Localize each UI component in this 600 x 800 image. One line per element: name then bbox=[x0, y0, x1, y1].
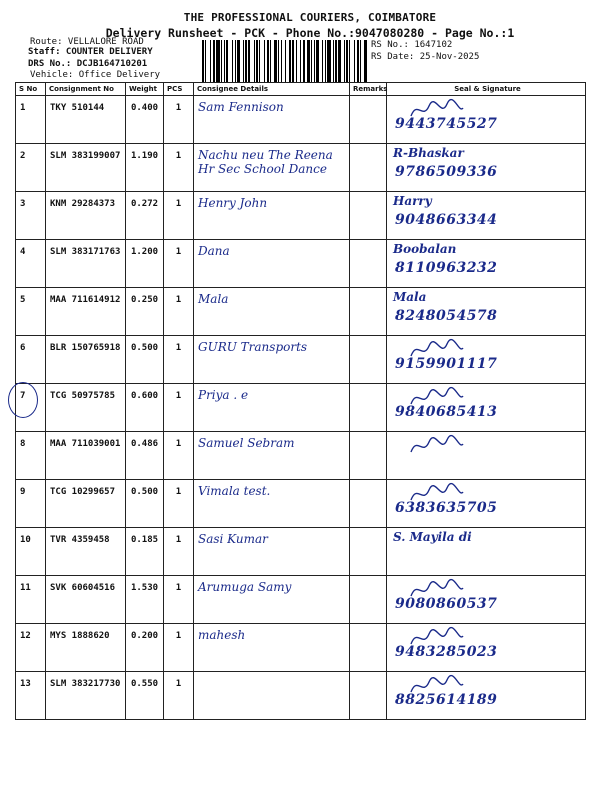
recipient-phone: 9159901117 bbox=[395, 356, 498, 372]
seal-signature-cell bbox=[387, 96, 586, 144]
barcode-bar bbox=[354, 40, 355, 82]
table-row bbox=[16, 672, 586, 720]
table-row bbox=[16, 96, 586, 144]
barcode-bar bbox=[270, 40, 271, 82]
row-sno: 7 bbox=[16, 384, 46, 432]
table-row bbox=[16, 576, 586, 624]
seal-signature-cell bbox=[387, 384, 586, 432]
consignment-number: TVR 4359458 bbox=[46, 528, 126, 576]
pcs-value: 1 bbox=[164, 144, 194, 192]
seal-signature-cell bbox=[387, 240, 586, 288]
seal-signature-cell bbox=[387, 576, 586, 624]
seal-signature-cell bbox=[387, 144, 586, 192]
barcode-bar bbox=[325, 40, 326, 82]
seal-signature-cell bbox=[387, 288, 586, 336]
barcode-bar bbox=[307, 40, 310, 82]
barcode-bar bbox=[213, 40, 215, 82]
consignee-details: Vimala test. bbox=[194, 480, 350, 528]
pcs-value: 1 bbox=[164, 240, 194, 288]
barcode-bar bbox=[289, 40, 291, 82]
barcode-bar bbox=[221, 40, 222, 82]
recipient-phone: 9048663344 bbox=[395, 212, 498, 228]
barcode-bar bbox=[364, 40, 367, 82]
consignee-details: Samuel Sebram bbox=[194, 432, 350, 480]
barcode-bar bbox=[333, 40, 334, 82]
weight-value: 1.200 bbox=[126, 240, 164, 288]
col-weight-header: Weight bbox=[126, 83, 164, 96]
weight-value: 0.400 bbox=[126, 96, 164, 144]
runsheet-table bbox=[15, 82, 586, 720]
consignee-details: Sam Fennison bbox=[194, 96, 350, 144]
rs-date: RS Date: 25-Nov-2025 bbox=[371, 52, 480, 62]
rs-number: RS No.: 1647102 bbox=[371, 40, 453, 50]
consignee-details: Priya . e bbox=[194, 384, 350, 432]
row-sno: 10 bbox=[16, 528, 46, 576]
barcode-bar bbox=[357, 40, 359, 82]
barcode-bar bbox=[349, 40, 350, 82]
consignee-details: Dana bbox=[194, 240, 350, 288]
table-row bbox=[16, 480, 586, 528]
consignee-details: mahesh bbox=[194, 624, 350, 672]
barcode-bar bbox=[248, 40, 250, 82]
signature-name: Boobalan bbox=[393, 242, 457, 256]
consignment-number: MAA 711039001 bbox=[46, 432, 126, 480]
consignment-number: BLR 150765918 bbox=[46, 336, 126, 384]
pcs-value: 1 bbox=[164, 480, 194, 528]
barcode-bar bbox=[281, 40, 282, 82]
consignee-details: Sasi Kumar bbox=[194, 528, 350, 576]
consignment-number: SLM 383217730 bbox=[46, 672, 126, 720]
remarks-cell bbox=[350, 384, 387, 432]
recipient-phone: 9443745527 bbox=[395, 116, 498, 132]
consignment-number: TCG 50975785 bbox=[46, 384, 126, 432]
signature-name: Harry bbox=[393, 194, 432, 208]
table-row bbox=[16, 528, 586, 576]
barcode-bar bbox=[226, 40, 228, 82]
row-sno: 11 bbox=[16, 576, 46, 624]
route-label: Route: VELLALORE ROAD bbox=[30, 37, 144, 47]
remarks-cell bbox=[350, 576, 387, 624]
remarks-cell bbox=[350, 336, 387, 384]
barcode-bar bbox=[202, 40, 204, 82]
barcode-bar bbox=[232, 40, 233, 82]
barcode-bar bbox=[296, 40, 297, 82]
pcs-value: 1 bbox=[164, 384, 194, 432]
recipient-phone: 9786509336 bbox=[395, 164, 498, 180]
weight-value: 0.200 bbox=[126, 624, 164, 672]
row-sno: 5 bbox=[16, 288, 46, 336]
col-consignment-header: Consignment No bbox=[46, 83, 126, 96]
barcode-bar bbox=[216, 40, 219, 82]
barcode-bar bbox=[274, 40, 277, 82]
barcode-bar bbox=[292, 40, 294, 82]
remarks-cell bbox=[350, 624, 387, 672]
row-sno: 1 bbox=[16, 96, 46, 144]
col-remarks-header: Remarks bbox=[350, 83, 387, 96]
table-row bbox=[16, 192, 586, 240]
barcode-bar bbox=[235, 40, 236, 82]
consignee-details: Nachu neu The Reena Hr Sec School Dance bbox=[194, 144, 350, 192]
table-row bbox=[16, 240, 586, 288]
consignment-number: SLM 383199007 bbox=[46, 144, 126, 192]
recipient-phone: 6383635705 bbox=[395, 500, 498, 516]
weight-value: 0.185 bbox=[126, 528, 164, 576]
row-sno: 6 bbox=[16, 336, 46, 384]
remarks-cell bbox=[350, 288, 387, 336]
consignee-details: Arumuga Samy bbox=[194, 576, 350, 624]
weight-value: 0.250 bbox=[126, 288, 164, 336]
table-row bbox=[16, 144, 586, 192]
weight-value: 0.550 bbox=[126, 672, 164, 720]
signature-scribble bbox=[407, 434, 467, 458]
weight-value: 1.530 bbox=[126, 576, 164, 624]
consignment-number: SVK 60604516 bbox=[46, 576, 126, 624]
barcode-bar bbox=[285, 40, 286, 82]
barcode-bar bbox=[245, 40, 247, 82]
remarks-cell bbox=[350, 672, 387, 720]
seal-signature-cell bbox=[387, 480, 586, 528]
consignment-number: MAA 711614912 bbox=[46, 288, 126, 336]
pcs-value: 1 bbox=[164, 624, 194, 672]
barcode-bar bbox=[335, 40, 337, 82]
weight-value: 0.500 bbox=[126, 480, 164, 528]
seal-signature-cell bbox=[387, 336, 586, 384]
table-row bbox=[16, 336, 586, 384]
barcode-bar bbox=[344, 40, 345, 82]
remarks-cell bbox=[350, 528, 387, 576]
weight-value: 0.600 bbox=[126, 384, 164, 432]
recipient-phone: 9080860537 bbox=[395, 596, 498, 612]
col-pcs-header: PCS bbox=[164, 83, 194, 96]
remarks-cell bbox=[350, 240, 387, 288]
barcode-bar bbox=[303, 40, 305, 82]
seal-signature-cell bbox=[387, 624, 586, 672]
seal-signature-cell bbox=[387, 528, 586, 576]
weight-value: 0.486 bbox=[126, 432, 164, 480]
barcode-bar bbox=[224, 40, 225, 82]
table-row bbox=[16, 288, 586, 336]
barcode-bar bbox=[264, 40, 265, 82]
consignee-details: Mala bbox=[194, 288, 350, 336]
handwritten-circle-mark bbox=[8, 382, 38, 418]
recipient-phone: 8825614189 bbox=[395, 692, 498, 708]
remarks-cell bbox=[350, 144, 387, 192]
row-sno: 12 bbox=[16, 624, 46, 672]
barcode bbox=[202, 40, 367, 82]
barcode-bar bbox=[210, 40, 211, 82]
barcode-bar bbox=[338, 40, 340, 82]
row-sno: 2 bbox=[16, 144, 46, 192]
seal-signature-cell bbox=[387, 432, 586, 480]
weight-value: 0.272 bbox=[126, 192, 164, 240]
barcode-bar bbox=[237, 40, 240, 82]
barcode-bar bbox=[254, 40, 255, 82]
barcode-bar bbox=[278, 40, 279, 82]
consignment-number: TKY 510144 bbox=[46, 96, 126, 144]
row-sno: 8 bbox=[16, 432, 46, 480]
pcs-value: 1 bbox=[164, 576, 194, 624]
document-title: THE PROFESSIONAL COURIERS, COIMBATORE bbox=[183, 11, 437, 24]
barcode-bar bbox=[267, 40, 269, 82]
col-seal-header: Seal & Signature bbox=[387, 83, 586, 96]
weight-value: 1.190 bbox=[126, 144, 164, 192]
row-sno: 13 bbox=[16, 672, 46, 720]
barcode-bar bbox=[259, 40, 260, 82]
row-sno: 9 bbox=[16, 480, 46, 528]
barcode-bar bbox=[360, 40, 361, 82]
remarks-cell bbox=[350, 432, 387, 480]
vehicle-label: Vehicle: Office Delivery bbox=[30, 70, 161, 80]
barcode-bar bbox=[327, 40, 330, 82]
barcode-bar bbox=[256, 40, 258, 82]
table-row bbox=[16, 624, 586, 672]
consignment-number: KNM 29284373 bbox=[46, 192, 126, 240]
runsheet-subtitle: Delivery Runsheet - PCK - Phone No.:9047080280 - Page No.:1 bbox=[105, 26, 515, 40]
pcs-value: 1 bbox=[164, 288, 194, 336]
barcode-bar bbox=[316, 40, 318, 82]
barcode-bar bbox=[205, 40, 206, 82]
table-header-row bbox=[16, 83, 586, 96]
remarks-cell bbox=[350, 192, 387, 240]
remarks-cell bbox=[350, 480, 387, 528]
table-row bbox=[16, 432, 586, 480]
row-sno: 3 bbox=[16, 192, 46, 240]
seal-signature-cell bbox=[387, 672, 586, 720]
pcs-value: 1 bbox=[164, 672, 194, 720]
consignee-details: GURU Transports bbox=[194, 336, 350, 384]
pcs-value: 1 bbox=[164, 336, 194, 384]
consignee-details: Henry John bbox=[194, 192, 350, 240]
signature-name: Mala bbox=[393, 290, 427, 304]
recipient-phone: 8248054578 bbox=[395, 308, 498, 324]
barcode-bar bbox=[311, 40, 312, 82]
staff-label: Staff: COUNTER DELIVERY bbox=[28, 47, 153, 57]
barcode-bar bbox=[300, 40, 301, 82]
barcode-bar bbox=[243, 40, 244, 82]
pcs-value: 1 bbox=[164, 192, 194, 240]
consignment-number: SLM 383171763 bbox=[46, 240, 126, 288]
consignee-details bbox=[194, 672, 350, 720]
consignment-number: MYS 1888620 bbox=[46, 624, 126, 672]
signature-name: R-Bhaskar bbox=[393, 146, 464, 160]
barcode-bar bbox=[322, 40, 323, 82]
barcode-bar bbox=[314, 40, 315, 82]
drs-number: DRS No.: DCJB164710201 bbox=[28, 59, 148, 69]
barcode-bar bbox=[346, 40, 348, 82]
col-sno-header: S No bbox=[16, 83, 46, 96]
remarks-cell bbox=[350, 96, 387, 144]
pcs-value: 1 bbox=[164, 432, 194, 480]
pcs-value: 1 bbox=[164, 96, 194, 144]
pcs-value: 1 bbox=[164, 528, 194, 576]
table-row bbox=[16, 384, 586, 432]
row-sno: 4 bbox=[16, 240, 46, 288]
recipient-phone: 9840685413 bbox=[395, 404, 498, 420]
col-consignee-header: Consignee Details bbox=[194, 83, 350, 96]
recipient-phone: 9483285023 bbox=[395, 644, 498, 660]
recipient-phone: 8110963232 bbox=[395, 260, 498, 276]
seal-signature-cell bbox=[387, 192, 586, 240]
consignment-number: TCG 10299657 bbox=[46, 480, 126, 528]
weight-value: 0.500 bbox=[126, 336, 164, 384]
signature-name: S. Mayila di bbox=[393, 530, 472, 544]
